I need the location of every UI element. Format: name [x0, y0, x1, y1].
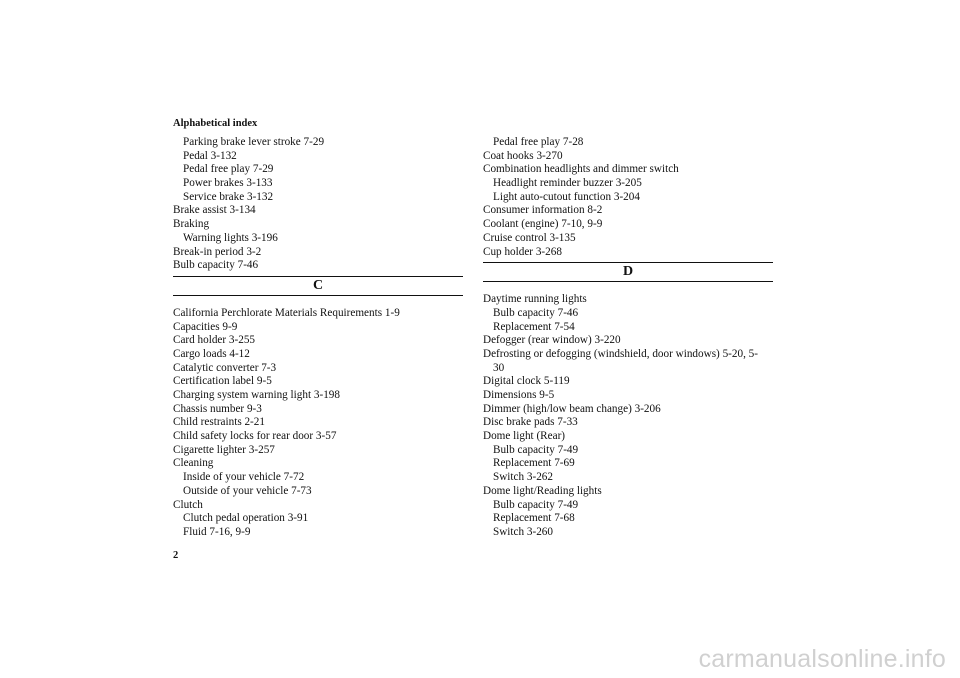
- index-entry: Clutch: [173, 498, 203, 511]
- index-entry: Consumer information 8-2: [483, 204, 603, 217]
- index-entry: Coat hooks 3-270: [483, 149, 563, 162]
- index-entry: Combination headlights and dimmer switch: [483, 163, 679, 176]
- index-entry: Dimensions 9-5: [483, 389, 555, 401]
- page-header-title: Alphabetical index: [173, 118, 258, 129]
- index-entry: Break-in period 3-2: [173, 245, 262, 258]
- index-entry: Cigarette lighter 3-257: [173, 443, 275, 456]
- index-column-right: [483, 136, 773, 540]
- section-letter-c: C: [173, 276, 463, 296]
- index-entry: Certification label 9-5: [173, 375, 272, 388]
- index-entry: Cleaning: [173, 457, 214, 470]
- index-subentry: Bulb capacity 7-49: [493, 498, 579, 511]
- index-subentry: Switch 3-260: [493, 525, 553, 538]
- index-entry: Bulb capacity 7-46: [173, 259, 259, 272]
- index-subentry: Fluid 7-16, 9-9: [183, 525, 251, 538]
- page-number: 2: [173, 550, 179, 561]
- index-entry: Cruise control 3-135: [483, 231, 576, 244]
- index-subentry: Pedal free play 7-29: [183, 163, 274, 176]
- index-entry: Brake assist 3-134: [173, 204, 256, 217]
- index-subentry: Bulb capacity 7-46: [493, 306, 579, 319]
- index-subentry: Clutch pedal operation 3-91: [183, 512, 309, 525]
- index-subentry: Replacement 7-54: [493, 320, 575, 333]
- index-subentry: Switch 3-262: [493, 471, 553, 484]
- index-subentry: Inside of your vehicle 7-72: [183, 471, 305, 484]
- entries-top-right: [483, 136, 773, 259]
- index-entry: Child safety locks for rear door 3-57: [173, 430, 337, 443]
- index-subentry: Outside of your vehicle 7-73: [183, 484, 312, 497]
- index-entry: Dome light (Rear): [483, 430, 566, 443]
- watermark-text: carmanualsonline.info: [698, 645, 946, 673]
- index-subentry: Power brakes 3-133: [183, 177, 273, 190]
- index-subentry: Parking brake lever stroke 7-29: [183, 136, 325, 148]
- index-entry: Card holder 3-255: [173, 334, 256, 347]
- index-entry: Disc brake pads 7-33: [483, 416, 578, 429]
- index-entry: Defogger (rear window) 3-220: [483, 334, 621, 347]
- index-entry: Digital clock 5-119: [483, 375, 570, 388]
- index-subentry: Light auto-cutout function 3-204: [493, 190, 640, 203]
- index-entry: Braking: [173, 218, 210, 231]
- index-entry: Charging system warning light 3-198: [173, 389, 340, 401]
- index-subentry: Warning lights 3-196: [183, 231, 278, 244]
- index-subentry: Replacement 7-68: [493, 512, 575, 525]
- index-entry: Cargo loads 4-12: [173, 347, 250, 360]
- index-entry: Coolant (engine) 7-10, 9-9: [483, 218, 603, 231]
- index-entry: Dimmer (high/low beam change) 3-206: [483, 402, 661, 415]
- index-subentry: Bulb capacity 7-49: [493, 443, 579, 456]
- index-entry: 30: [493, 361, 505, 374]
- index-entry: Dome light/Reading lights: [483, 484, 602, 497]
- entries-section-c: [173, 307, 463, 540]
- index-entry: Defrosting or defogging (windshield, door windows) 5-20, 5-: [483, 347, 758, 360]
- index-subentry: Replacement 7-69: [493, 457, 575, 470]
- index-entry: Capacities 9-9: [173, 320, 238, 333]
- index-entry: California Perchlorate Materials Requirements 1-9: [173, 306, 400, 319]
- index-subentry: Service brake 3-132: [183, 190, 274, 203]
- section-letter-d: D: [483, 262, 773, 282]
- index-subentry: Pedal 3-132: [183, 149, 237, 162]
- index-entry: Chassis number 9-3: [173, 402, 262, 415]
- entries-section-d: [483, 293, 773, 539]
- entries-top-left: [173, 136, 463, 273]
- index-subentry: Pedal free play 7-28: [493, 136, 584, 148]
- index-entry: Daytime running lights: [483, 293, 587, 306]
- index-subentry: Headlight reminder buzzer 3-205: [493, 177, 642, 190]
- index-entry: Child restraints 2-21: [173, 416, 265, 429]
- index-entry: Cup holder 3-268: [483, 245, 562, 258]
- index-entry: Catalytic converter 7-3: [173, 361, 277, 374]
- index-column-left: [173, 136, 463, 540]
